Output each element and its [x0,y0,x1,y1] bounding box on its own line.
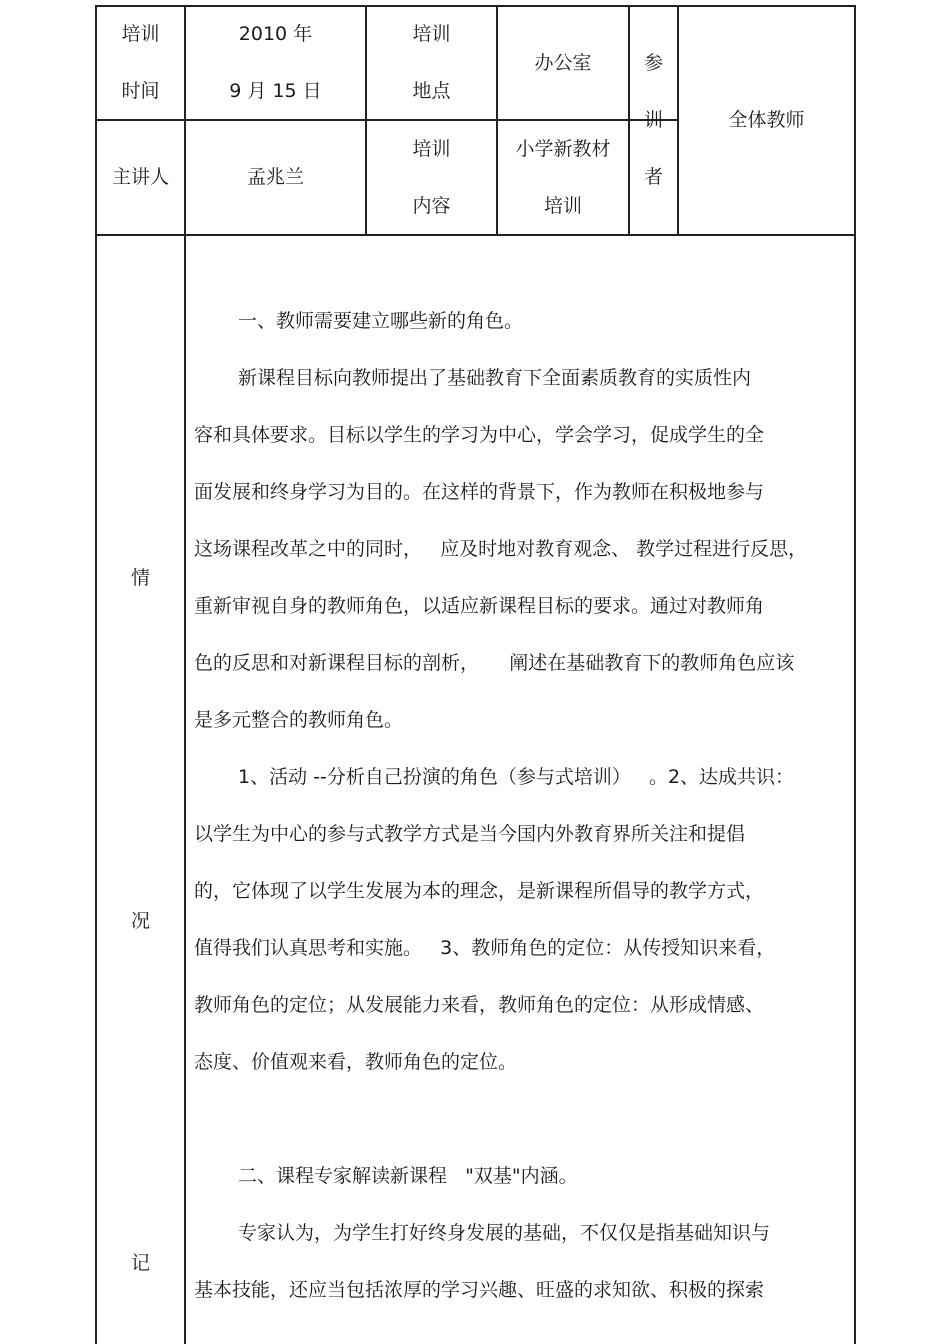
paragraph-line: 教师角色的定位；从发展能力来看，教师角色的定位：从形成情感、 [194,994,765,1016]
speaker-label: 主讲人 [111,166,169,188]
paragraph-line: 专家认为，为学生打好终身发展的基础，不仅仅是指基础知识与 [238,1222,771,1244]
record-body [194,293,844,1319]
paragraph-line: 的，它体现了以学生发展为本的理念，是新课程所倡导的教学方式， [194,880,765,902]
date-day: 9 月 15 日 [229,80,322,102]
place-value: 办公室 [534,51,592,74]
paragraph-gap [194,1091,844,1148]
place-label-line2: 地点 [412,80,451,102]
content-label-line1: 培训 [412,137,451,160]
speaker-cell [186,121,365,234]
table-divider-header [95,234,856,236]
time-label-cell [97,7,184,119]
table-border-right [854,5,856,1344]
speaker-label-cell [97,121,184,234]
section1-title: 一、教师需要建立哪些新的角色。 [238,310,524,332]
date-cell [186,7,365,119]
paragraph-line: 新课程目标向教师提出了基础教育下全面素质教育的实质性内 [238,367,752,389]
side-label-ji: 记 [130,1252,150,1274]
paragraph-line: 值得我们认真思考和实施。 3、教师角色的定位：从传授知识来看， [194,937,776,959]
place-cell [498,7,628,119]
place-label-cell [367,7,496,119]
participants-label-char3: 者 [643,166,663,188]
place-label-line1: 培训 [412,23,451,45]
paragraph-line: 基本技能，还应当包括浓厚的学习兴趣、旺盛的求知欲、积极的探索 [194,1279,765,1301]
content-label-line2: 内容 [412,194,451,217]
paragraph-line: 1、活动 --分析自己扮演的角色（参与式培训） 。2、达成共识： [238,766,795,788]
content-value-line2: 培训 [543,194,582,217]
paragraph-line: 态度、价值观来看，教师角色的定位。 [194,1051,518,1073]
paragraph-line: 面发展和终身学习为目的。在这样的背景下，作为教师在积极地参与 [194,481,765,503]
side-label-qing: 情 [130,567,150,589]
participants-cell [679,7,854,234]
content-value-line1: 小学新教材 [515,137,611,160]
paragraph-line: 重新审视自身的教师角色，以适应新课程目标的要求。通过对教师角 [194,595,765,617]
paragraph-line: 是多元整合的教师角色。 [194,709,404,731]
time-label-line1: 培训 [121,23,160,45]
content-cell [498,121,628,234]
date-year: 2010 年 [238,23,313,45]
participants-label-cell [630,7,677,234]
participants-value: 全体教师 [728,109,805,131]
participants-label-char2: 训 [643,109,663,131]
participants-label-char1: 参 [643,52,663,74]
section2-title: 二、课程专家解读新课程 "双基"内涵。 [238,1165,578,1187]
paragraph-line: 以学生为中心的参与式教学方式是当今国内外教育界所关注和提倡 [194,823,746,845]
content-label-cell [367,121,496,234]
paragraph-line: 色的反思和对新课程目标的剖析， 阐述在基础教育下的教师角色应该 [194,652,795,674]
paragraph-line: 容和具体要求。目标以学生的学习为中心，学会学习，促成学生的全 [194,424,765,446]
paragraph-line: 这场课程改革之中的同时， 应及时地对教育观念、 教学过程进行反思， [194,538,808,560]
time-label-line2: 时间 [121,80,160,102]
side-label-kuang: 况 [130,910,150,932]
speaker-value: 孟兆兰 [246,166,304,188]
